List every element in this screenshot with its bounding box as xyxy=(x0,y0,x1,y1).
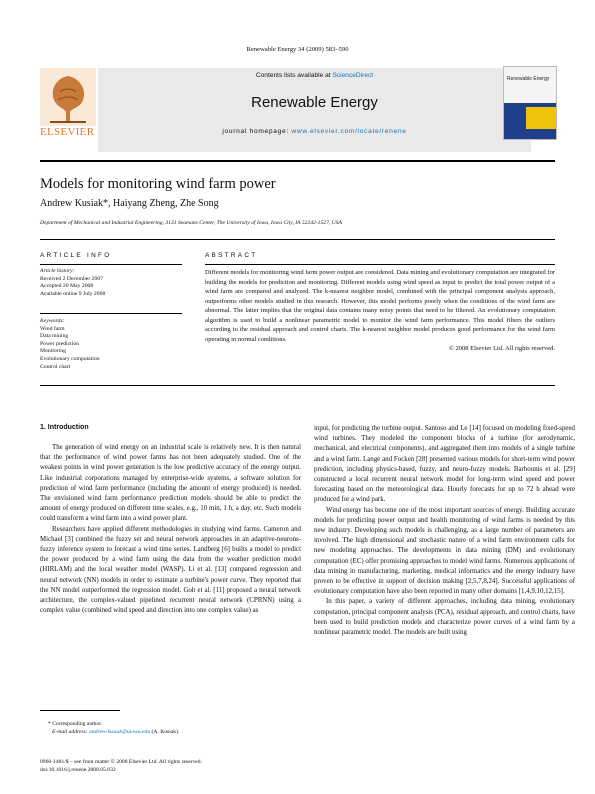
issn-doi xyxy=(40,758,340,774)
sciencedirect-link[interactable]: ScienceDirect xyxy=(332,72,374,79)
doi-line: doi:10.1016/j.renene.2008.05.032 xyxy=(40,767,116,773)
journal-banner xyxy=(98,68,531,152)
article-history xyxy=(40,268,182,298)
journal-cover-image xyxy=(503,66,557,140)
article-info-heading: ARTICLE INFO xyxy=(40,252,112,259)
history-item: Available online 9 July 2008 xyxy=(40,290,106,297)
info-rule xyxy=(40,313,182,314)
section-heading: 1. Introduction xyxy=(40,424,89,431)
article-affiliation: Department of Mechanical and Industrial Engineering, 3131 Seamans Center, The University of Iowa, Iowa City, IA 52242-1527, USA xyxy=(40,220,342,226)
divider xyxy=(40,239,555,240)
copyright: © 2008 Elsevier Ltd. All rights reserved. xyxy=(448,345,555,352)
contents-line: Contents lists available at ScienceDirect xyxy=(255,72,374,79)
cover-accent xyxy=(526,107,556,129)
journal-citation: Renewable Energy 34 (2009) 583–590 xyxy=(246,46,349,53)
keyword: Wind farm xyxy=(40,325,65,332)
publisher-name: ELSEVIER xyxy=(40,126,95,138)
paragraph: input, for predicting the turbine output. Santoso and Le [14] focused on modeling fixed-speed wind turbines. They modeled the component blocks of a turbine (for aerodynamic, mechanical, and electrical components), and aggregated them into models of a single turbine and a wind farm. Lange and Focken [28] presented various models for short-term wind power prediction, including physics-based, fuzzy, and neuro-fuzzy models. Barbounis et al. [29] constructed a local recurrent neural network model for long-term wind speed and power forecasting based on the meteorological data. Hourly forecasts for up to 72 h ahead were produced for a wind park. xyxy=(314,425,575,504)
abstract xyxy=(205,268,555,354)
history-item: Accepted 20 May 2008 xyxy=(40,283,94,290)
paragraph: Researchers have applied different methodologies in studying wind farms. Cameron and Michael [3] combined the fuzzy set and neural network approaches in an adaptive-neurons-fuzzy inference system to forecast a wind time series. Landberg [6] builts a model to predict the power produced by a wind farm using the data from the weather prediction model (HIRLAM) and the local weather model (WASP). Li et al. [13] compared regression and neural network (NN) models in order to estimate a turbine's power curve. They reported that the NN model outperformed the regression model. Goh et al. [11] proposed a neural network architecture, the complex-valued pipelined recurrent neural network (CPRNN) using a complex value (combined wind speed and direction into one complex value) as xyxy=(40,525,301,615)
homepage-link[interactable]: www.elsevier.com/locate/renene xyxy=(291,128,407,135)
paragraph: Wind energy has become one of the most important sources of energy. Building accurate models for predicting power output and health monitoring of wind farms is needed by this new industry. Developing such models is challenging, as a large number of parameters are involved. The high dimensional and stochastic nature of a wind farm environment calls for new modeling approaches. The developments in data mining (DM) and evolutionary computation (EC) offer promising approaches to model wind farms. Numerous applications of data mining in manufacturing, marketing, medical informatics and the energy industry have proven to be effective in support of decision making [2,5,7,8,24]. Successful applications of evolutionary computation have also been reported in many other domains [1,4,9,10,12,15]. xyxy=(314,506,575,596)
keyword: Evolutionary computation xyxy=(40,355,100,362)
abstract-rule xyxy=(205,264,555,265)
keyword: Data mining xyxy=(40,333,69,340)
elsevier-tree-icon xyxy=(40,68,96,126)
keywords xyxy=(40,318,182,371)
left-column xyxy=(40,443,301,616)
article-authors: Andrew Kusiak*, Haiyang Zheng, Zhe Song xyxy=(40,198,219,209)
header-rule xyxy=(40,160,555,162)
article-info-rule xyxy=(40,264,182,265)
email-line: E-mail address: andrew-kusiak@uiowa.edu (A. Kusiak). xyxy=(52,729,180,735)
divider xyxy=(40,385,555,386)
email-link[interactable]: andrew-kusiak@uiowa.edu xyxy=(89,729,151,735)
history-item: Received 2 December 2007 xyxy=(40,275,104,282)
elsevier-logo xyxy=(40,68,96,152)
journal-homepage: journal homepage: www.elsevier.com/locate/renene xyxy=(222,128,407,135)
cover-title: Renewable Energy xyxy=(507,76,550,82)
keyword: Monitoring xyxy=(40,348,66,355)
paragraph: The generation of wind energy on an industrial scale is relatively new. It is then natural that the performance of wind power farms has not been adequately studied. One of the weakest points in wind power generation is the low predictive accuracy of the energy output. Like industrial corporations managed by enterprise-wide systems, a software solution for prediction of wind farm performance (including the amount of energy produced) is needed. The envisioned wind farm performance prediction models should be able to predict the amount of energy produced on different time scales, e.g., 10 min, 1 h, a day, etc. Such models could transform a wind farm into a wind power plant. xyxy=(40,444,301,523)
issn-line: 0960-1481/$ – see front matter © 2008 Elsevier Ltd. All rights reserved. xyxy=(40,759,202,765)
right-column xyxy=(314,424,575,638)
article-title: Models for monitoring wind farm power xyxy=(40,176,276,192)
corresponding-author: * Corresponding author. xyxy=(48,721,103,727)
keyword: Power prediction xyxy=(40,340,80,347)
abstract-heading: ABSTRACT xyxy=(205,252,258,259)
paragraph: In this paper, a variety of different approaches, including data mining, evolutionary computation, principal component analysis (PCA), residual approach, and control charts, have been used to build prediction models and characterize power curves of a wind farm by a nonlinear parametric model. The models are built using xyxy=(314,598,575,637)
abstract-text: Different models for monitoring wind farm power output are considered. Data mining and evolutionary computation are integrated for building the models for prediction and monitoring. Different models using wind speed as input to predict the total power output of a wind farm are compared and analyzed. The k-nearest neighbor model, combined with the principal component analysis approach, outperforms other models studied in this research. However, this model performs poorly when the conditions of the wind farm are abnormal. The latter implies that the original data contains many noisy points that need to be filtered. An evolutionary computation algorithm is used to build a nonlinear parametric model to monitor the wind farm performance. This model filters the outliers according to the residual approach and control charts. The k-nearest neighbor model produces good performance for the wind farm operating in normal conditions. xyxy=(205,269,555,343)
footnote xyxy=(40,720,280,736)
keyword: Control chart xyxy=(40,363,71,370)
journal-name: Renewable Energy xyxy=(251,94,378,111)
footnote-rule xyxy=(40,710,120,711)
masthead xyxy=(40,68,555,158)
keywords-label: Keywords: xyxy=(40,318,65,324)
history-label: Article history: xyxy=(40,268,75,274)
